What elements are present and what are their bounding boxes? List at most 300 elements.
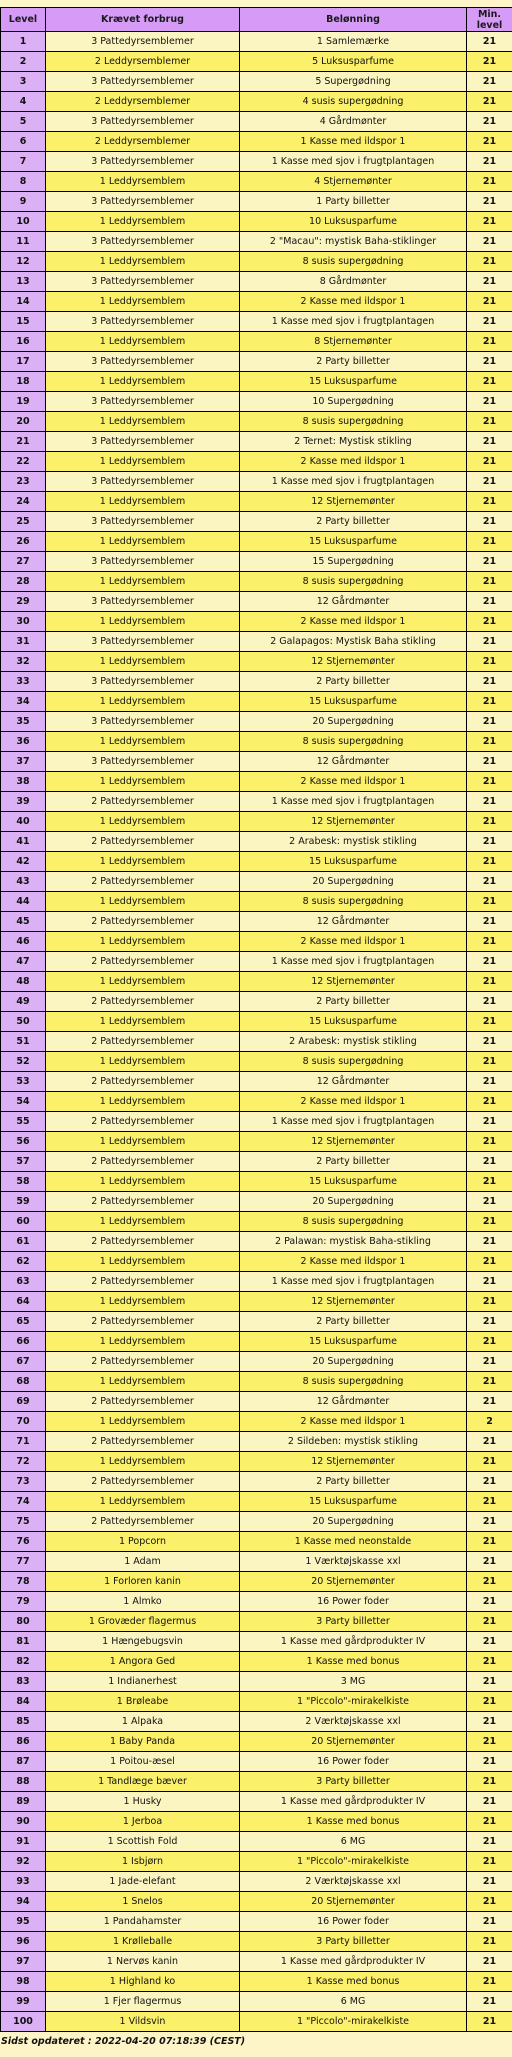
required-cell: 1 Leddyrsemblem xyxy=(46,532,240,552)
level-cell: 97 xyxy=(1,1952,46,1972)
level-cell: 32 xyxy=(1,652,46,672)
required-cell: 2 Pattedyrsemblemer xyxy=(46,1152,240,1172)
reward-cell: 20 Supergødning xyxy=(240,712,467,732)
reward-cell: 4 susis supergødning xyxy=(240,92,467,112)
level-cell: 44 xyxy=(1,892,46,912)
reward-cell: 1 Kasse med sjov i frugtplantagen xyxy=(240,792,467,812)
level-cell: 86 xyxy=(1,1732,46,1752)
table-row xyxy=(1,952,512,972)
reward-cell: 8 susis supergødning xyxy=(240,892,467,912)
level-cell: 34 xyxy=(1,692,46,712)
reward-cell: 2 Party billetter xyxy=(240,672,467,692)
reward-cell: 12 Gårdmønter xyxy=(240,592,467,612)
reward-cell: 6 MG xyxy=(240,1992,467,2012)
reward-cell: 1 Værktøjskasse xxl xyxy=(240,1552,467,1572)
table-row xyxy=(1,1072,512,1092)
reward-cell: 20 Supergødning xyxy=(240,872,467,892)
reward-cell: 3 Party billetter xyxy=(240,1932,467,1952)
table-row xyxy=(1,432,512,452)
min-level-cell: 21 xyxy=(467,1352,512,1372)
table-row xyxy=(1,472,512,492)
required-cell: 1 Indianerhest xyxy=(46,1672,240,1692)
table-row xyxy=(1,592,512,612)
min-level-cell: 21 xyxy=(467,1032,512,1052)
table-row xyxy=(1,72,512,92)
level-cell: 59 xyxy=(1,1192,46,1212)
table-row xyxy=(1,1412,512,1432)
reward-cell: 2 Party billetter xyxy=(240,1152,467,1172)
table-row xyxy=(1,712,512,732)
table-row xyxy=(1,1592,512,1612)
required-cell: 1 Leddyrsemblem xyxy=(46,1492,240,1512)
reward-cell: 2 Kasse med ildspor 1 xyxy=(240,452,467,472)
min-level-cell: 21 xyxy=(467,1152,512,1172)
table-row xyxy=(1,512,512,532)
table-row xyxy=(1,1852,512,1872)
level-cell: 74 xyxy=(1,1492,46,1512)
min-level-cell: 21 xyxy=(467,1452,512,1472)
required-cell: 1 Leddyrsemblem xyxy=(46,972,240,992)
table-row xyxy=(1,1692,512,1712)
reward-cell: 1 Kasse med bonus xyxy=(240,1652,467,1672)
table-row xyxy=(1,1452,512,1472)
table-row xyxy=(1,1352,512,1372)
level-cell: 35 xyxy=(1,712,46,732)
min-level-cell: 21 xyxy=(467,1192,512,1212)
table-row xyxy=(1,1912,512,1932)
required-cell: 1 Leddyrsemblem xyxy=(46,1372,240,1392)
required-cell: 1 Leddyrsemblem xyxy=(46,492,240,512)
table-row xyxy=(1,292,512,312)
min-level-cell: 21 xyxy=(467,1572,512,1592)
required-cell: 1 Fjer flagermus xyxy=(46,1992,240,2012)
min-level-cell: 21 xyxy=(467,1232,512,1252)
level-cell: 93 xyxy=(1,1872,46,1892)
table-row xyxy=(1,772,512,792)
min-level-cell: 21 xyxy=(467,812,512,832)
reward-cell: 2 Kasse med ildspor 1 xyxy=(240,772,467,792)
level-cell: 49 xyxy=(1,992,46,1012)
required-cell: 1 Vildsvin xyxy=(46,2012,240,2032)
min-level-cell: 21 xyxy=(467,1332,512,1352)
required-cell: 1 Leddyrsemblem xyxy=(46,812,240,832)
min-level-cell: 21 xyxy=(467,132,512,152)
level-cell: 66 xyxy=(1,1332,46,1352)
required-cell: 3 Pattedyrsemblemer xyxy=(46,632,240,652)
level-cell: 8 xyxy=(1,172,46,192)
required-cell: 1 Leddyrsemblem xyxy=(46,932,240,952)
required-cell: 2 Pattedyrsemblemer xyxy=(46,992,240,1012)
reward-cell: 15 Luksusparfume xyxy=(240,532,467,552)
table-row xyxy=(1,1572,512,1592)
table-row xyxy=(1,1672,512,1692)
required-cell: 3 Pattedyrsemblemer xyxy=(46,432,240,452)
required-cell: 1 Husky xyxy=(46,1792,240,1812)
level-cell: 60 xyxy=(1,1212,46,1232)
table-row xyxy=(1,1732,512,1752)
min-level-cell: 21 xyxy=(467,1692,512,1712)
level-cell: 84 xyxy=(1,1692,46,1712)
required-cell: 1 Leddyrsemblem xyxy=(46,1412,240,1432)
reward-cell: 12 Stjernemønter xyxy=(240,1132,467,1152)
level-cell: 56 xyxy=(1,1132,46,1152)
reward-cell: 1 Kasse med gårdprodukter IV xyxy=(240,1952,467,1972)
table-row xyxy=(1,152,512,172)
required-cell: 1 Leddyrsemblem xyxy=(46,452,240,472)
reward-cell: 15 Luksusparfume xyxy=(240,1172,467,1192)
reward-cell: 2 Arabesk: mystisk stikling xyxy=(240,832,467,852)
table-row xyxy=(1,872,512,892)
level-cell: 14 xyxy=(1,292,46,312)
min-level-cell: 21 xyxy=(467,692,512,712)
reward-cell: 2 Galapagos: Mystisk Baha stikling xyxy=(240,632,467,652)
required-cell: 2 Leddyrsemblemer xyxy=(46,92,240,112)
level-cell: 65 xyxy=(1,1312,46,1332)
min-level-cell: 21 xyxy=(467,232,512,252)
table-row xyxy=(1,1512,512,1532)
min-level-cell: 21 xyxy=(467,352,512,372)
min-level-cell: 21 xyxy=(467,1512,512,1532)
level-cell: 11 xyxy=(1,232,46,252)
level-cell: 41 xyxy=(1,832,46,852)
min-level-cell: 21 xyxy=(467,592,512,612)
required-cell: 1 Tandlæge bæver xyxy=(46,1772,240,1792)
required-cell: 1 Krølleballe xyxy=(46,1932,240,1952)
required-cell: 2 Pattedyrsemblemer xyxy=(46,1232,240,1252)
table-row xyxy=(1,312,512,332)
level-cell: 36 xyxy=(1,732,46,752)
table-row xyxy=(1,1632,512,1652)
required-cell: 1 Leddyrsemblem xyxy=(46,1132,240,1152)
level-cell: 15 xyxy=(1,312,46,332)
reward-cell: 15 Luksusparfume xyxy=(240,372,467,392)
reward-cell: 5 Luksusparfume xyxy=(240,52,467,72)
min-level-cell: 21 xyxy=(467,1272,512,1292)
header-row xyxy=(1,8,512,32)
level-cell: 68 xyxy=(1,1372,46,1392)
min-level-cell: 21 xyxy=(467,1932,512,1952)
level-cell: 42 xyxy=(1,852,46,872)
min-level-cell: 21 xyxy=(467,1392,512,1412)
level-cell: 23 xyxy=(1,472,46,492)
level-cell: 95 xyxy=(1,1912,46,1932)
reward-cell: 1 Party billetter xyxy=(240,192,467,212)
required-cell: 2 Pattedyrsemblemer xyxy=(46,1192,240,1212)
table-row xyxy=(1,1292,512,1312)
reward-cell: 2 Party billetter xyxy=(240,1472,467,1492)
table-row xyxy=(1,272,512,292)
reward-cell: 20 Stjernemønter xyxy=(240,1572,467,1592)
required-cell: 3 Pattedyrsemblemer xyxy=(46,592,240,612)
required-cell: 2 Pattedyrsemblemer xyxy=(46,952,240,972)
min-level-cell: 21 xyxy=(467,292,512,312)
reward-cell: 1 Kasse med bonus xyxy=(240,1812,467,1832)
required-cell: 3 Pattedyrsemblemer xyxy=(46,552,240,572)
min-level-cell: 21 xyxy=(467,52,512,72)
min-level-cell: 21 xyxy=(467,312,512,332)
table-row xyxy=(1,212,512,232)
min-level-cell: 21 xyxy=(467,1592,512,1612)
required-cell: 1 Hængebugsvin xyxy=(46,1632,240,1652)
reward-cell: 5 Supergødning xyxy=(240,72,467,92)
min-level-cell: 21 xyxy=(467,172,512,192)
required-cell: 2 Leddyrsemblemer xyxy=(46,52,240,72)
min-level-cell: 21 xyxy=(467,572,512,592)
table-row xyxy=(1,392,512,412)
level-cell: 53 xyxy=(1,1072,46,1092)
min-level-cell: 21 xyxy=(467,272,512,292)
level-cell: 37 xyxy=(1,752,46,772)
table-row xyxy=(1,1492,512,1512)
reward-cell: 8 Gårdmønter xyxy=(240,272,467,292)
table-row xyxy=(1,1772,512,1792)
table-row xyxy=(1,652,512,672)
required-cell: 2 Pattedyrsemblemer xyxy=(46,912,240,932)
table-row xyxy=(1,1892,512,1912)
min-level-cell: 21 xyxy=(467,72,512,92)
reward-cell: 8 susis supergødning xyxy=(240,1372,467,1392)
reward-cell: 12 Gårdmønter xyxy=(240,1072,467,1092)
min-level-cell: 21 xyxy=(467,1812,512,1832)
level-cell: 69 xyxy=(1,1392,46,1412)
required-cell: 2 Pattedyrsemblemer xyxy=(46,792,240,812)
required-cell: 2 Pattedyrsemblemer xyxy=(46,1272,240,1292)
level-cell: 5 xyxy=(1,112,46,132)
table-row xyxy=(1,912,512,932)
required-cell: 1 Leddyrsemblem xyxy=(46,772,240,792)
required-cell: 1 Brøleabe xyxy=(46,1692,240,1712)
required-cell: 1 Leddyrsemblem xyxy=(46,892,240,912)
level-cell: 28 xyxy=(1,572,46,592)
min-level-cell: 21 xyxy=(467,152,512,172)
table-row xyxy=(1,1532,512,1552)
required-cell: 3 Pattedyrsemblemer xyxy=(46,312,240,332)
table-row xyxy=(1,352,512,372)
table-row xyxy=(1,132,512,152)
required-cell: 1 Leddyrsemblem xyxy=(46,692,240,712)
min-level-cell: 2 xyxy=(467,1412,512,1432)
table-row xyxy=(1,492,512,512)
table-row xyxy=(1,1052,512,1072)
table-row xyxy=(1,1712,512,1732)
required-cell: 1 Jade-elefant xyxy=(46,1872,240,1892)
required-cell: 1 Scottish Fold xyxy=(46,1832,240,1852)
table-row xyxy=(1,732,512,752)
level-cell: 72 xyxy=(1,1452,46,1472)
min-level-cell: 21 xyxy=(467,1092,512,1112)
reward-cell: 12 Stjernemønter xyxy=(240,812,467,832)
min-level-cell: 21 xyxy=(467,372,512,392)
reward-cell: 2 Kasse med ildspor 1 xyxy=(240,1412,467,1432)
reward-cell: 1 Kasse med sjov i frugtplantagen xyxy=(240,152,467,172)
table-row xyxy=(1,1212,512,1232)
level-cell: 47 xyxy=(1,952,46,972)
table-row xyxy=(1,1812,512,1832)
level-cell: 92 xyxy=(1,1852,46,1872)
min-level-cell: 21 xyxy=(467,1712,512,1732)
level-cell: 27 xyxy=(1,552,46,572)
required-cell: 3 Pattedyrsemblemer xyxy=(46,512,240,532)
min-level-cell: 21 xyxy=(467,92,512,112)
reward-cell: 8 susis supergødning xyxy=(240,252,467,272)
reward-cell: 15 Luksusparfume xyxy=(240,692,467,712)
table-row xyxy=(1,2012,512,2032)
reward-cell: 15 Supergødning xyxy=(240,552,467,572)
table-row xyxy=(1,1252,512,1272)
required-cell: 1 Snelos xyxy=(46,1892,240,1912)
table-row xyxy=(1,612,512,632)
table-row xyxy=(1,1972,512,1992)
required-cell: 1 Baby Panda xyxy=(46,1732,240,1752)
required-cell: 1 Leddyrsemblem xyxy=(46,372,240,392)
min-level-cell: 21 xyxy=(467,972,512,992)
min-level-cell: 21 xyxy=(467,1612,512,1632)
table-row xyxy=(1,92,512,112)
table-row xyxy=(1,1792,512,1812)
table-row xyxy=(1,1192,512,1212)
reward-cell: 4 Stjernemønter xyxy=(240,172,467,192)
table-row xyxy=(1,692,512,712)
level-cell: 62 xyxy=(1,1252,46,1272)
reward-cell: 2 Værktøjskasse xxl xyxy=(240,1712,467,1732)
table-row xyxy=(1,1372,512,1392)
min-level-cell: 21 xyxy=(467,1652,512,1672)
level-cell: 10 xyxy=(1,212,46,232)
reward-cell: 2 Party billetter xyxy=(240,512,467,532)
min-level-cell: 21 xyxy=(467,992,512,1012)
min-level-cell: 21 xyxy=(467,432,512,452)
level-cell: 6 xyxy=(1,132,46,152)
min-level-cell: 21 xyxy=(467,1912,512,1932)
reward-cell: 12 Stjernemønter xyxy=(240,972,467,992)
reward-cell: 1 Kasse med gårdprodukter IV xyxy=(240,1792,467,1812)
min-level-cell: 21 xyxy=(467,892,512,912)
min-level-cell: 21 xyxy=(467,1772,512,1792)
reward-cell: 3 MG xyxy=(240,1672,467,1692)
min-level-cell: 21 xyxy=(467,512,512,532)
table-row xyxy=(1,1032,512,1052)
reward-cell: 1 Kasse med sjov i frugtplantagen xyxy=(240,1112,467,1132)
reward-cell: 2 Kasse med ildspor 1 xyxy=(240,932,467,952)
min-level-cell: 21 xyxy=(467,32,512,52)
table-row xyxy=(1,1872,512,1892)
required-cell: 3 Pattedyrsemblemer xyxy=(46,472,240,492)
level-cell: 88 xyxy=(1,1772,46,1792)
reward-cell: 1 Samlemærke xyxy=(240,32,467,52)
min-level-cell: 21 xyxy=(467,412,512,432)
min-level-cell: 21 xyxy=(467,1552,512,1572)
reward-cell: 12 Stjernemønter xyxy=(240,1292,467,1312)
min-level-cell: 21 xyxy=(467,772,512,792)
level-cell: 78 xyxy=(1,1572,46,1592)
required-cell: 1 Leddyrsemblem xyxy=(46,252,240,272)
level-cell: 96 xyxy=(1,1932,46,1952)
required-cell: 1 Leddyrsemblem xyxy=(46,1172,240,1192)
reward-cell: 20 Stjernemønter xyxy=(240,1892,467,1912)
required-cell: 1 Leddyrsemblem xyxy=(46,572,240,592)
table-row xyxy=(1,792,512,812)
required-cell: 1 Leddyrsemblem xyxy=(46,292,240,312)
min-level-cell: 21 xyxy=(467,332,512,352)
reward-cell: 1 "Piccolo"-mirakelkiste xyxy=(240,1692,467,1712)
min-level-cell: 21 xyxy=(467,1752,512,1772)
required-cell: 1 Leddyrsemblem xyxy=(46,172,240,192)
reward-cell: 8 susis supergødning xyxy=(240,732,467,752)
level-cell: 87 xyxy=(1,1752,46,1772)
table-row xyxy=(1,632,512,652)
reward-cell: 8 Stjernemønter xyxy=(240,332,467,352)
level-cell: 90 xyxy=(1,1812,46,1832)
reward-cell: 8 susis supergødning xyxy=(240,572,467,592)
required-cell: 2 Pattedyrsemblemer xyxy=(46,1432,240,1452)
required-cell: 2 Leddyrsemblemer xyxy=(46,132,240,152)
table-row xyxy=(1,1952,512,1972)
level-cell: 54 xyxy=(1,1092,46,1112)
required-cell: 1 Almko xyxy=(46,1592,240,1612)
level-cell: 20 xyxy=(1,412,46,432)
header-min-level-line1: Min. xyxy=(477,8,502,20)
required-cell: 3 Pattedyrsemblemer xyxy=(46,352,240,372)
reward-cell: 15 Luksusparfume xyxy=(240,852,467,872)
table-row xyxy=(1,1272,512,1292)
min-level-cell: 21 xyxy=(467,1472,512,1492)
header-reward: Belønning xyxy=(240,8,467,32)
reward-cell: 16 Power foder xyxy=(240,1752,467,1772)
level-rewards-table xyxy=(0,7,512,2032)
level-cell: 21 xyxy=(1,432,46,452)
level-cell: 30 xyxy=(1,612,46,632)
min-level-cell: 21 xyxy=(467,732,512,752)
level-cell: 46 xyxy=(1,932,46,952)
level-cell: 38 xyxy=(1,772,46,792)
required-cell: 3 Pattedyrsemblemer xyxy=(46,392,240,412)
min-level-cell: 21 xyxy=(467,612,512,632)
required-cell: 1 Leddyrsemblem xyxy=(46,332,240,352)
table-row xyxy=(1,572,512,592)
required-cell: 2 Pattedyrsemblemer xyxy=(46,1392,240,1412)
table-row xyxy=(1,52,512,72)
required-cell: 1 Pandahamster xyxy=(46,1912,240,1932)
level-cell: 39 xyxy=(1,792,46,812)
min-level-cell: 21 xyxy=(467,912,512,932)
required-cell: 3 Pattedyrsemblemer xyxy=(46,232,240,252)
reward-cell: 2 Party billetter xyxy=(240,1312,467,1332)
reward-cell: 1 "Piccolo"-mirakelkiste xyxy=(240,1852,467,1872)
level-cell: 58 xyxy=(1,1172,46,1192)
required-cell: 1 Nervøs kanin xyxy=(46,1952,240,1972)
min-level-cell: 21 xyxy=(467,952,512,972)
min-level-cell: 21 xyxy=(467,1632,512,1652)
min-level-cell: 21 xyxy=(467,1132,512,1152)
table-row xyxy=(1,1932,512,1952)
reward-cell: 8 susis supergødning xyxy=(240,1212,467,1232)
reward-cell: 16 Power foder xyxy=(240,1912,467,1932)
min-level-cell: 21 xyxy=(467,1212,512,1232)
min-level-cell: 21 xyxy=(467,672,512,692)
reward-cell: 4 Gårdmønter xyxy=(240,112,467,132)
level-cell: 16 xyxy=(1,332,46,352)
level-cell: 100 xyxy=(1,2012,46,2032)
level-cell: 82 xyxy=(1,1652,46,1672)
level-cell: 3 xyxy=(1,72,46,92)
reward-cell: 2 "Macau": mystisk Baha-stiklinger xyxy=(240,232,467,252)
required-cell: 1 Angora Ged xyxy=(46,1652,240,1672)
min-level-cell: 21 xyxy=(467,1012,512,1032)
level-cell: 43 xyxy=(1,872,46,892)
min-level-cell: 21 xyxy=(467,712,512,732)
table-header xyxy=(1,8,512,32)
reward-cell: 2 Kasse med ildspor 1 xyxy=(240,1092,467,1112)
